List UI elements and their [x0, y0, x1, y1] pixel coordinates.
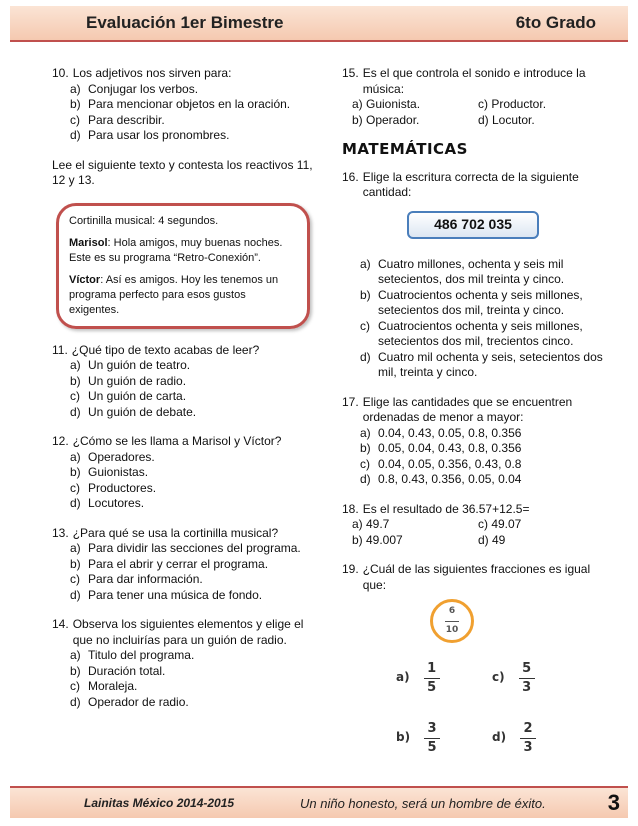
script-line-3: Víctor: Así es amigos. Hoy les tenemos un programa perfecto para esos gustos exigentes.: [69, 273, 279, 316]
option: a) Conjugar los verbos.: [70, 81, 199, 96]
option: a) Para dividir las secciones del programa.: [70, 541, 301, 555]
reading-instruction: Lee el siguiente texto y contesta los reactivos 11, 12 y 13.: [52, 157, 313, 187]
question-number: 15.: [342, 66, 359, 80]
question-text: ¿Para qué se usa la cortinilla musical?: [72, 525, 279, 540]
option: d) Locutores.: [70, 496, 145, 510]
left-column: [52, 66, 314, 724]
question-number: 16.: [342, 169, 359, 184]
option: c) 49.07: [478, 517, 522, 531]
option: c) Para describir.: [70, 112, 165, 127]
number-box: 486 702 035: [407, 211, 539, 239]
fraction-option-c: c) $\frac{5}{3}$: [492, 661, 535, 695]
question-text: Elige las cantidades que se encuentren ordenadas de menor a mayor:: [362, 394, 573, 424]
question-number: 10.: [52, 66, 69, 80]
option: b) Duración total.: [70, 663, 166, 678]
option: c) Para dar información.: [70, 572, 203, 586]
option: c) 0.04, 0.05, 0.356, 0.43, 0.8: [360, 456, 522, 471]
option: c) Cuatrocientos ochenta y seis millones, setecientos dos mil, trecientos cinco.: [360, 318, 583, 348]
option: d) Un guión de debate.: [70, 404, 197, 419]
question-text: Es el resultado de 36.57+12.5=: [362, 501, 530, 516]
page-header: [10, 6, 628, 42]
option: c) Moraleja.: [70, 679, 138, 693]
option: b) Para el abrir y cerrar el programa.: [70, 556, 269, 571]
question-11: [52, 343, 314, 421]
fraction-option-a: a) $\frac{1}{5}$: [396, 661, 440, 695]
option: c) Productor.: [478, 97, 547, 111]
script-line-1: Cortinilla musical: 4 segundos.: [69, 214, 219, 227]
question-text: Elige la escritura correcta de la siguiente cantidad:: [362, 169, 579, 199]
question-text: ¿Cómo se les llama a Marisol y Víctor?: [72, 434, 282, 448]
page-number: 3: [607, 790, 620, 815]
question-number: 14.: [52, 617, 69, 631]
option: a) Operadores.: [70, 449, 155, 464]
right-column: [342, 66, 604, 759]
question-text: ¿Cuál de las siguientes fracciones es igual que:: [362, 562, 591, 592]
radio-script-box: [56, 203, 310, 329]
question-number: 13.: [52, 525, 69, 540]
option: a) Cuatro millones, ochenta y seis mil setecientos, dos mil treinta y cinco.: [360, 256, 565, 286]
question-number: 19.: [342, 562, 359, 576]
question-19: [342, 562, 604, 759]
option: b) Operador.: [352, 112, 420, 127]
question-13: [52, 526, 314, 604]
question-18: [342, 502, 604, 549]
question-number: 12.: [52, 434, 69, 448]
question-12: [52, 434, 314, 512]
footer-motto: Un niño honesto, será un hombre de éxito.: [300, 795, 546, 811]
option: d) 0.8, 0.43, 0.356, 0.05, 0.04: [360, 472, 522, 486]
fraction-figure: [342, 599, 604, 759]
option: a) 0.04, 0.43, 0.05, 0.8, 0.356: [360, 425, 522, 440]
section-title: MATEMÁTICAS: [342, 140, 468, 158]
question-text: Es el que controla el sonido e introduce la música:: [362, 66, 586, 96]
option: d) Para usar los pronombres.: [70, 128, 230, 142]
option: d) Para tener una música de fondo.: [70, 587, 263, 602]
question-14: [52, 617, 314, 710]
option: d) Cuatro mil ochenta y seis, setecientos dos mil, treinta y cinco.: [360, 349, 603, 379]
option: a) Titulo del programa.: [70, 648, 195, 662]
question-16: [342, 170, 604, 381]
option: b) 49.007: [352, 532, 403, 547]
footer-credit: Lainitas México 2014-2015: [84, 796, 235, 810]
option: d) Locutor.: [478, 112, 535, 127]
grade-label: 6to Grado: [515, 13, 596, 32]
question-10: [52, 66, 314, 144]
option: b) Guionistas.: [70, 465, 149, 479]
question-number: 11.: [52, 342, 68, 357]
exam-title: Evaluación 1er Bimestre: [86, 13, 284, 32]
option: b) Un guión de radio.: [70, 373, 187, 388]
page-footer: [10, 786, 628, 818]
option: a) Un guión de teatro.: [70, 358, 191, 372]
option: a) Guionista.: [352, 97, 421, 111]
question-text: Los adjetivos nos sirven para:: [72, 66, 232, 80]
question-number: 17.: [342, 394, 359, 409]
fraction-option-b: b) $\frac{3}{5}$: [396, 721, 440, 755]
option: b) Cuatrocientos ochenta y seis millones, setecientos dos mil, treinta y cinco.: [360, 287, 583, 317]
question-number: 18.: [342, 501, 359, 516]
question-17: [342, 395, 604, 488]
question-text: Observa los siguientes elementos y elige el que no incluirías para un guión de radio.: [72, 617, 304, 647]
given-fraction: 6 10: [430, 599, 474, 643]
option: d) 49: [478, 532, 506, 547]
option: c) Productores.: [70, 480, 157, 495]
question-15: [342, 66, 604, 128]
script-line-2: Marisol: Hola amigos, muy buenas noches. Este es su programa “Retro-Conexión”.: [69, 236, 283, 264]
question-text: ¿Qué tipo de texto acabas de leer?: [71, 342, 260, 357]
option: b) 0.05, 0.04, 0.43, 0.8, 0.356: [360, 441, 522, 455]
option: a) 49.7: [352, 517, 390, 531]
option: b) Para mencionar objetos en la oración.: [70, 97, 291, 111]
option: d) Operador de radio.: [70, 694, 189, 709]
option: c) Un guión de carta.: [70, 389, 187, 403]
fraction-option-d: d) $\frac{2}{3}$: [492, 721, 536, 755]
